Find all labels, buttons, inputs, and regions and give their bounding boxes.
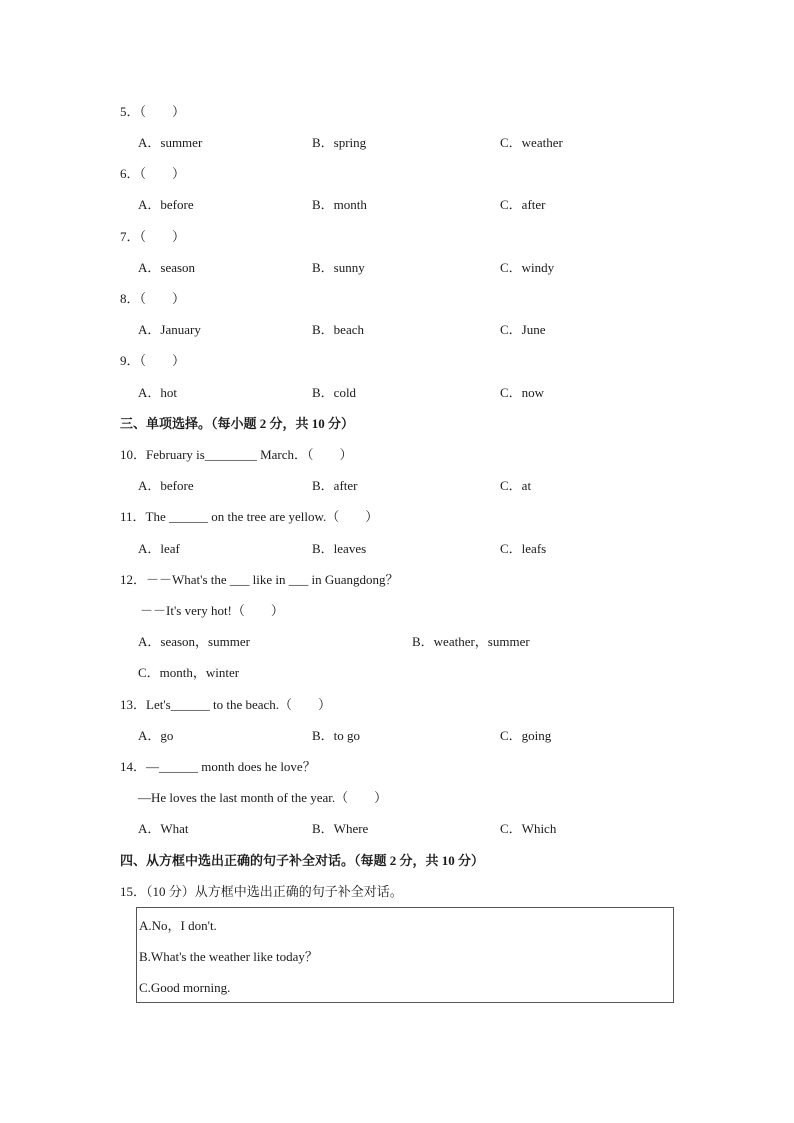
option-c: C．June [500,322,546,337]
option-c: C．month，winter [138,665,240,680]
option-b: B．weather，summer [412,634,530,649]
option-a: A．season [138,260,196,275]
option-c: C．windy [500,260,555,275]
question-stem: 12．－－What's the ___ like in ___ in Guangdong？ [120,572,399,587]
option-b: B．month [312,197,367,212]
option-a: A．before [138,478,194,493]
question-reply: －－It's very hot!（ ） [140,603,284,618]
option-c: C．going [500,728,552,743]
question-number: 7．（ ） [120,229,186,244]
choice-a: A.No，I don't. [139,918,217,933]
option-b: B．beach [312,322,364,337]
option-c: C．now [500,385,545,400]
option-a: A．January [138,322,201,337]
choice-b: B.What's the weather like today？ [139,949,318,964]
option-b: B．Where [312,821,369,836]
option-a: A．season，summer [138,634,250,649]
answer-choices-box [136,907,674,1003]
option-b: B．to go [312,728,361,743]
question-stem: 13．Let's______ to the beach.（ ） [120,697,332,712]
question-number: 8．（ ） [120,291,186,306]
question-stem: 15．（10 分）从方框中选出正确的句子补全对话。 [120,884,403,899]
option-c: C．after [500,197,546,212]
option-c: C．leafs [500,541,547,556]
question-number: 6．（ ） [120,166,186,181]
section-heading: 三、单项选择。（每小题 2 分，共 10 分） [120,416,355,431]
option-c: C．Which [500,821,557,836]
question-stem: 10．February is________ March．（ ） [120,447,353,462]
question-stem: 11．The ______ on the tree are yellow.（ ） [120,509,379,524]
question-reply: —He loves the last month of the year.（ ） [138,790,388,805]
question-number: 9．（ ） [120,353,186,368]
option-a: A．leaf [138,541,180,556]
option-a: A．go [138,728,174,743]
option-c: C．at [500,478,532,493]
option-b: B．sunny [312,260,365,275]
option-a: A．hot [138,385,178,400]
option-a: A．summer [138,135,203,150]
option-b: B．leaves [312,541,367,556]
section-heading: 四、从方框中选出正确的句子补全对话。（每题 2 分，共 10 分） [120,853,485,868]
option-a: A．What [138,821,189,836]
option-b: B．cold [312,385,357,400]
option-b: B．after [312,478,358,493]
question-number: 5．（ ） [120,104,186,119]
option-c: C．weather [500,135,563,150]
choice-c: C.Good morning. [139,980,231,995]
option-b: B．spring [312,135,367,150]
option-a: A．before [138,197,194,212]
question-stem: 14．—______ month does he love？ [120,759,316,774]
